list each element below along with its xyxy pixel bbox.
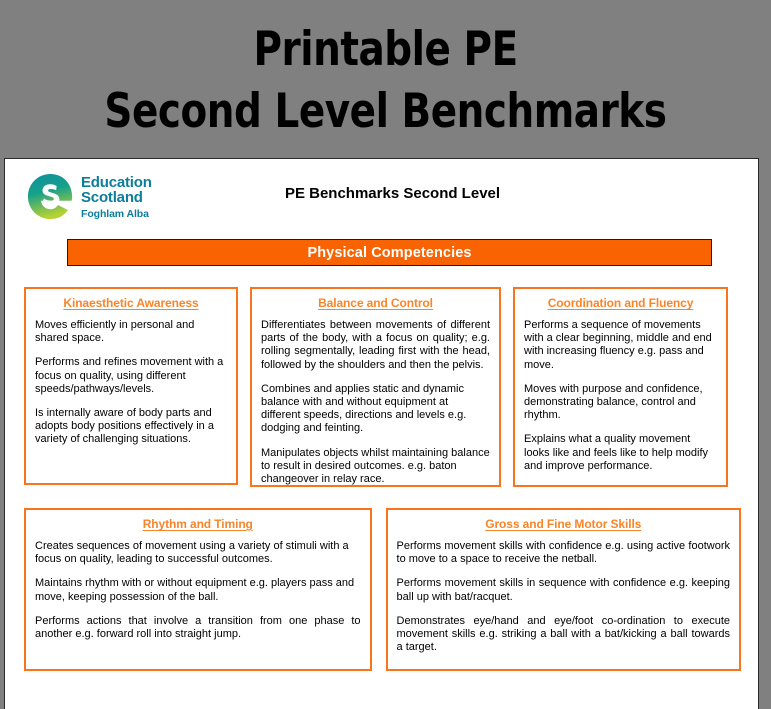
benchmark-title-gross-and-fine-motor-skills: Gross and Fine Motor Skills (485, 517, 642, 531)
benchmark-box-coordination-and-fluency (513, 287, 728, 487)
benchmark-statement: Combines and applies static and dynamic balance with and without equipment at different speeds, directions and levels e.g. dodging and feinting. (261, 382, 467, 435)
section-banner-physical-competencies (67, 239, 712, 266)
header-title-line-2: Second Level Benchmarks (104, 84, 667, 139)
benchmark-box-gross-and-fine-motor-skills (386, 508, 741, 671)
logo-line-scotland: Scotland (81, 189, 143, 206)
benchmark-statement: Differentiates between movements of different parts of the body, with a focus on quality; e.g. rolling segmentally, leading first with the head, followed by the shoulders and then the pelvis. (261, 319, 490, 371)
benchmark-box-kinaesthetic-awareness (24, 287, 238, 485)
benchmark-statement: Explains what a quality movement looks like and feels like to help modify and improve performance. (524, 433, 709, 472)
benchmark-statement: Manipulates objects whilst maintaining balance to result in desired outcomes. e.g. baton changeover in relay race. (261, 446, 490, 486)
benchmark-box-rhythm-and-timing (24, 508, 372, 671)
benchmark-title-coordination-and-fluency: Coordination and Fluency (547, 296, 694, 310)
benchmark-statement: Moves with purpose and confidence, demonstrating balance, control and rhythm. (524, 382, 703, 422)
logo-line-gaelic: Foghlam Alba (81, 208, 149, 220)
benchmark-statement: Moves efficiently in personal and shared space. (35, 319, 195, 345)
benchmark-row-bottom (5, 487, 758, 671)
benchmark-row-top (5, 266, 758, 487)
benchmark-statement: Maintains rhythm with or without equipment e.g. players pass and move, keeping possession of the ball. (35, 577, 355, 603)
section-banner-label: Physical Competencies (307, 244, 472, 261)
document-header-row (5, 159, 758, 231)
benchmark-box-balance-and-control (250, 287, 501, 487)
benchmark-title-rhythm-and-timing: Rhythm and Timing (142, 517, 253, 531)
benchmark-statement: Demonstrates eye/hand and eye/foot co-ordination to execute movement skills e.g. striking a ball with a bat/kicking a ball towards a target. (396, 614, 730, 654)
benchmark-statement: Creates sequences of movement using a variety of stimuli with a focus on quality, leading to successful outcomes. (35, 540, 349, 566)
benchmark-statement: Performs movement skills in sequence with confidence e.g. keeping ball up with bat/racquet. (396, 577, 730, 603)
header-banner (0, 0, 771, 158)
benchmark-title-balance-and-control: Balance and Control (318, 296, 433, 310)
benchmark-title-kinaesthetic-awareness: Kinaesthetic Awareness (63, 296, 199, 310)
benchmark-statement: Performs movement skills with confidence e.g. using active footwork to move to a space to receive the netball. (396, 540, 730, 566)
document-title: PE Benchmarks Second Level (284, 185, 501, 202)
benchmark-statement: Is internally aware of body parts and adopts body positions effectively in a variety of challenging situations. (35, 407, 214, 446)
logo-line-education: Education (81, 174, 152, 191)
benchmark-statement: Performs a sequence of movements with a clear beginning, middle and end with increasing fluency e.g. pass and move. (524, 319, 712, 371)
header-title-line-1: Printable PE (253, 22, 518, 77)
benchmark-statement: Performs actions that involve a transition from one phase to another e.g. forward roll into straight jump. (35, 614, 361, 641)
benchmark-statement: Performs and refines movement with a focus on quality, using different speeds/pathways/levels. (35, 356, 224, 395)
document-page (4, 158, 759, 709)
